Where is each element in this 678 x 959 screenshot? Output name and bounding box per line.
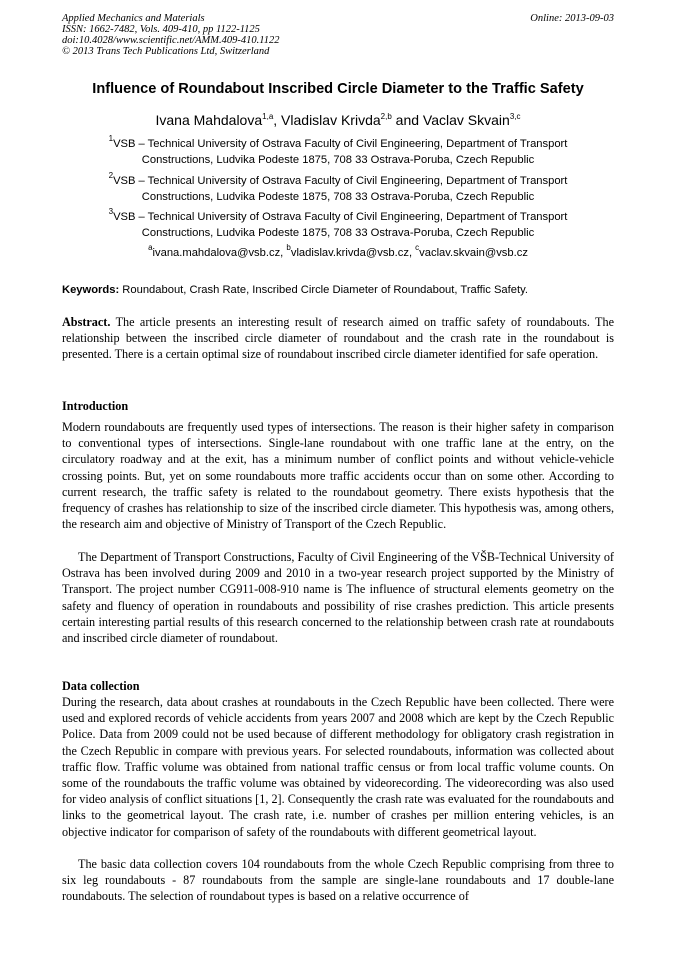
- affiliation-line: VSB – Technical University of Ostrava Faculty of Civil Engineering, Department of Transport: [113, 211, 568, 223]
- author-superscript: 2,b: [380, 112, 392, 121]
- issn-line: ISSN: 1662-7482, Vols. 409-410, pp 1122-1125: [62, 24, 260, 35]
- affiliation-line: VSB – Technical University of Ostrava Faculty of Civil Engineering, Department of Transport: [113, 175, 568, 187]
- abstract-label: Abstract.: [62, 315, 111, 329]
- affiliation-line: VSB – Technical University of Ostrava Faculty of Civil Engineering, Department of Transport: [113, 138, 568, 150]
- keywords-label: Keywords:: [62, 284, 120, 296]
- email-separator: ,: [408, 247, 416, 259]
- author-separator: ,: [273, 112, 282, 128]
- online-date: Online: 2013-09-03: [530, 13, 614, 24]
- affiliation-line: Constructions, Ludvika Podeste 1875, 708 33 Ostrava-Poruba, Czech Republic: [141, 226, 535, 239]
- affiliation-number: 2: [108, 171, 114, 180]
- introduction-paragraph-1: Modern roundabouts are frequently used types of intersections. The reason is their higher safety in comparison to conventional types of intersections. Single-lane roundabout with one traffic lane at the entry, on the circulatory roadway and at the exit, has a minimum number of conflict points and without vehicle-vehicle crossing points. But, yet on some roundabouts more traffic accidents occur than on some other. According to current research, the traffic safety is related to the roundabout geometry. There exists hypothesis that the frequency of crashes has relationship to size of the inscribed circle diameter. This hypothesis was, among others, the research aim and objective of Ministry of Transport of the Czech Republic.: [62, 420, 614, 532]
- journal-header: [62, 13, 614, 57]
- section-heading-introduction: Introduction: [62, 399, 129, 413]
- affiliation-2: [62, 171, 614, 205]
- affiliation-1: [62, 134, 614, 168]
- keywords-block: [62, 283, 614, 298]
- email-list: [62, 243, 614, 261]
- affiliation-number: 1: [108, 134, 114, 143]
- affiliation-number: 3: [108, 207, 114, 216]
- author-name: Ivana Mahdalova: [155, 112, 263, 128]
- keywords-text: Roundabout, Crash Rate, Inscribed Circle Diameter of Roundabout, Traffic Safety.: [119, 284, 528, 296]
- abstract-paragraph: [62, 314, 614, 363]
- author-separator: and: [391, 112, 423, 128]
- email-superscript: a: [148, 243, 153, 252]
- data-collection-paragraph-1: During the research, data about crashes at roundabouts in the Czech Republic have been collected. There were used and explored records of vehicle accidents from years 2007 and 2008 which are kept by the Czech Republic Police. Data from 2009 could not be used because of different methodology for obligatory crash registration in the Czech Republic in compare with previous years. For selected roundabouts, information was collected about traffic flow. Traffic volume was obtained from national traffic census or from local traffic volume counts. On some of the roundabouts the traffic volume was obtained by videorecording. The videorecording was also used for video analysis of conflict situations [1, 2]. Consequently the crash rate was evaluated for the roundabouts and links to the geometrical layout. The crash rate, i.e. number of crashes per million entering vehicles, is an objective indicator for comparison of safety of the roundabouts with different geometrical layout.: [62, 695, 614, 839]
- affiliation-3: [62, 207, 614, 241]
- journal-name: Applied Mechanics and Materials: [62, 13, 205, 24]
- email-address[interactable]: vladislav.krivda@vsb.cz: [290, 247, 409, 259]
- data-collection-paragraph-2: The basic data collection covers 104 roundabouts from the whole Czech Republic comprising from three to six leg roundabouts - 87 roundabouts from the sample are single-lane roundabouts and 17 double-lane roundabouts. The selection of roundabout types is based on a relative occurrence of: [62, 857, 614, 904]
- doi-line: doi:10.4028/www.scientific.net/AMM.409-410.1122: [62, 35, 280, 46]
- email-separator: ,: [280, 247, 287, 259]
- paper-title: Influence of Roundabout Inscribed Circle Diameter to the Traffic Safety: [92, 81, 584, 97]
- affiliation-line: Constructions, Ludvika Podeste 1875, 708 33 Ostrava-Poruba, Czech Republic: [141, 153, 535, 166]
- introduction-paragraph-2: The Department of Transport Constructions, Faculty of Civil Engineering of the VŠB-Technical University of Ostrava has been involved during 2009 and 2010 in a two-year research project supported by the Ministry of Transport. The project number CG911-008-910 name is The influence of structural elements geometry on the safety and fluency of operation in roundabouts and possibility of rise crashes prediction. This article presents certain interesting partial results of this research concerned to the relationship between crash rate at roundabouts and inscribed circle diameter of roundabout.: [62, 550, 614, 646]
- section-heading-data-collection: Data collection: [62, 679, 140, 693]
- email-address[interactable]: ivana.mahdalova@vsb.cz: [152, 247, 281, 259]
- author-list: [62, 111, 614, 129]
- abstract-text: The article presents an interesting result of research aimed on traffic safety of roundabouts. The relationship between the inscribed circle diameter of roundabout and the crash rate in the roundabout is presented. There is a certain optimal size of roundabout inscribed circle diameter identified for safe operation.: [62, 315, 614, 362]
- affiliation-line: Constructions, Ludvika Podeste 1875, 708 33 Ostrava-Poruba, Czech Republic: [141, 190, 535, 203]
- email-superscript: c: [415, 243, 420, 252]
- author-superscript: 3,c: [509, 112, 521, 121]
- email-address[interactable]: vaclav.skvain@vsb.cz: [419, 247, 528, 259]
- email-superscript: b: [286, 243, 291, 252]
- copyright-line: © 2013 Trans Tech Publications Ltd, Switzerland: [62, 46, 270, 57]
- author-superscript: 1,a: [262, 112, 274, 121]
- author-name: Vaclav Skvain: [422, 112, 510, 128]
- author-name: Vladislav Krivda: [281, 112, 381, 128]
